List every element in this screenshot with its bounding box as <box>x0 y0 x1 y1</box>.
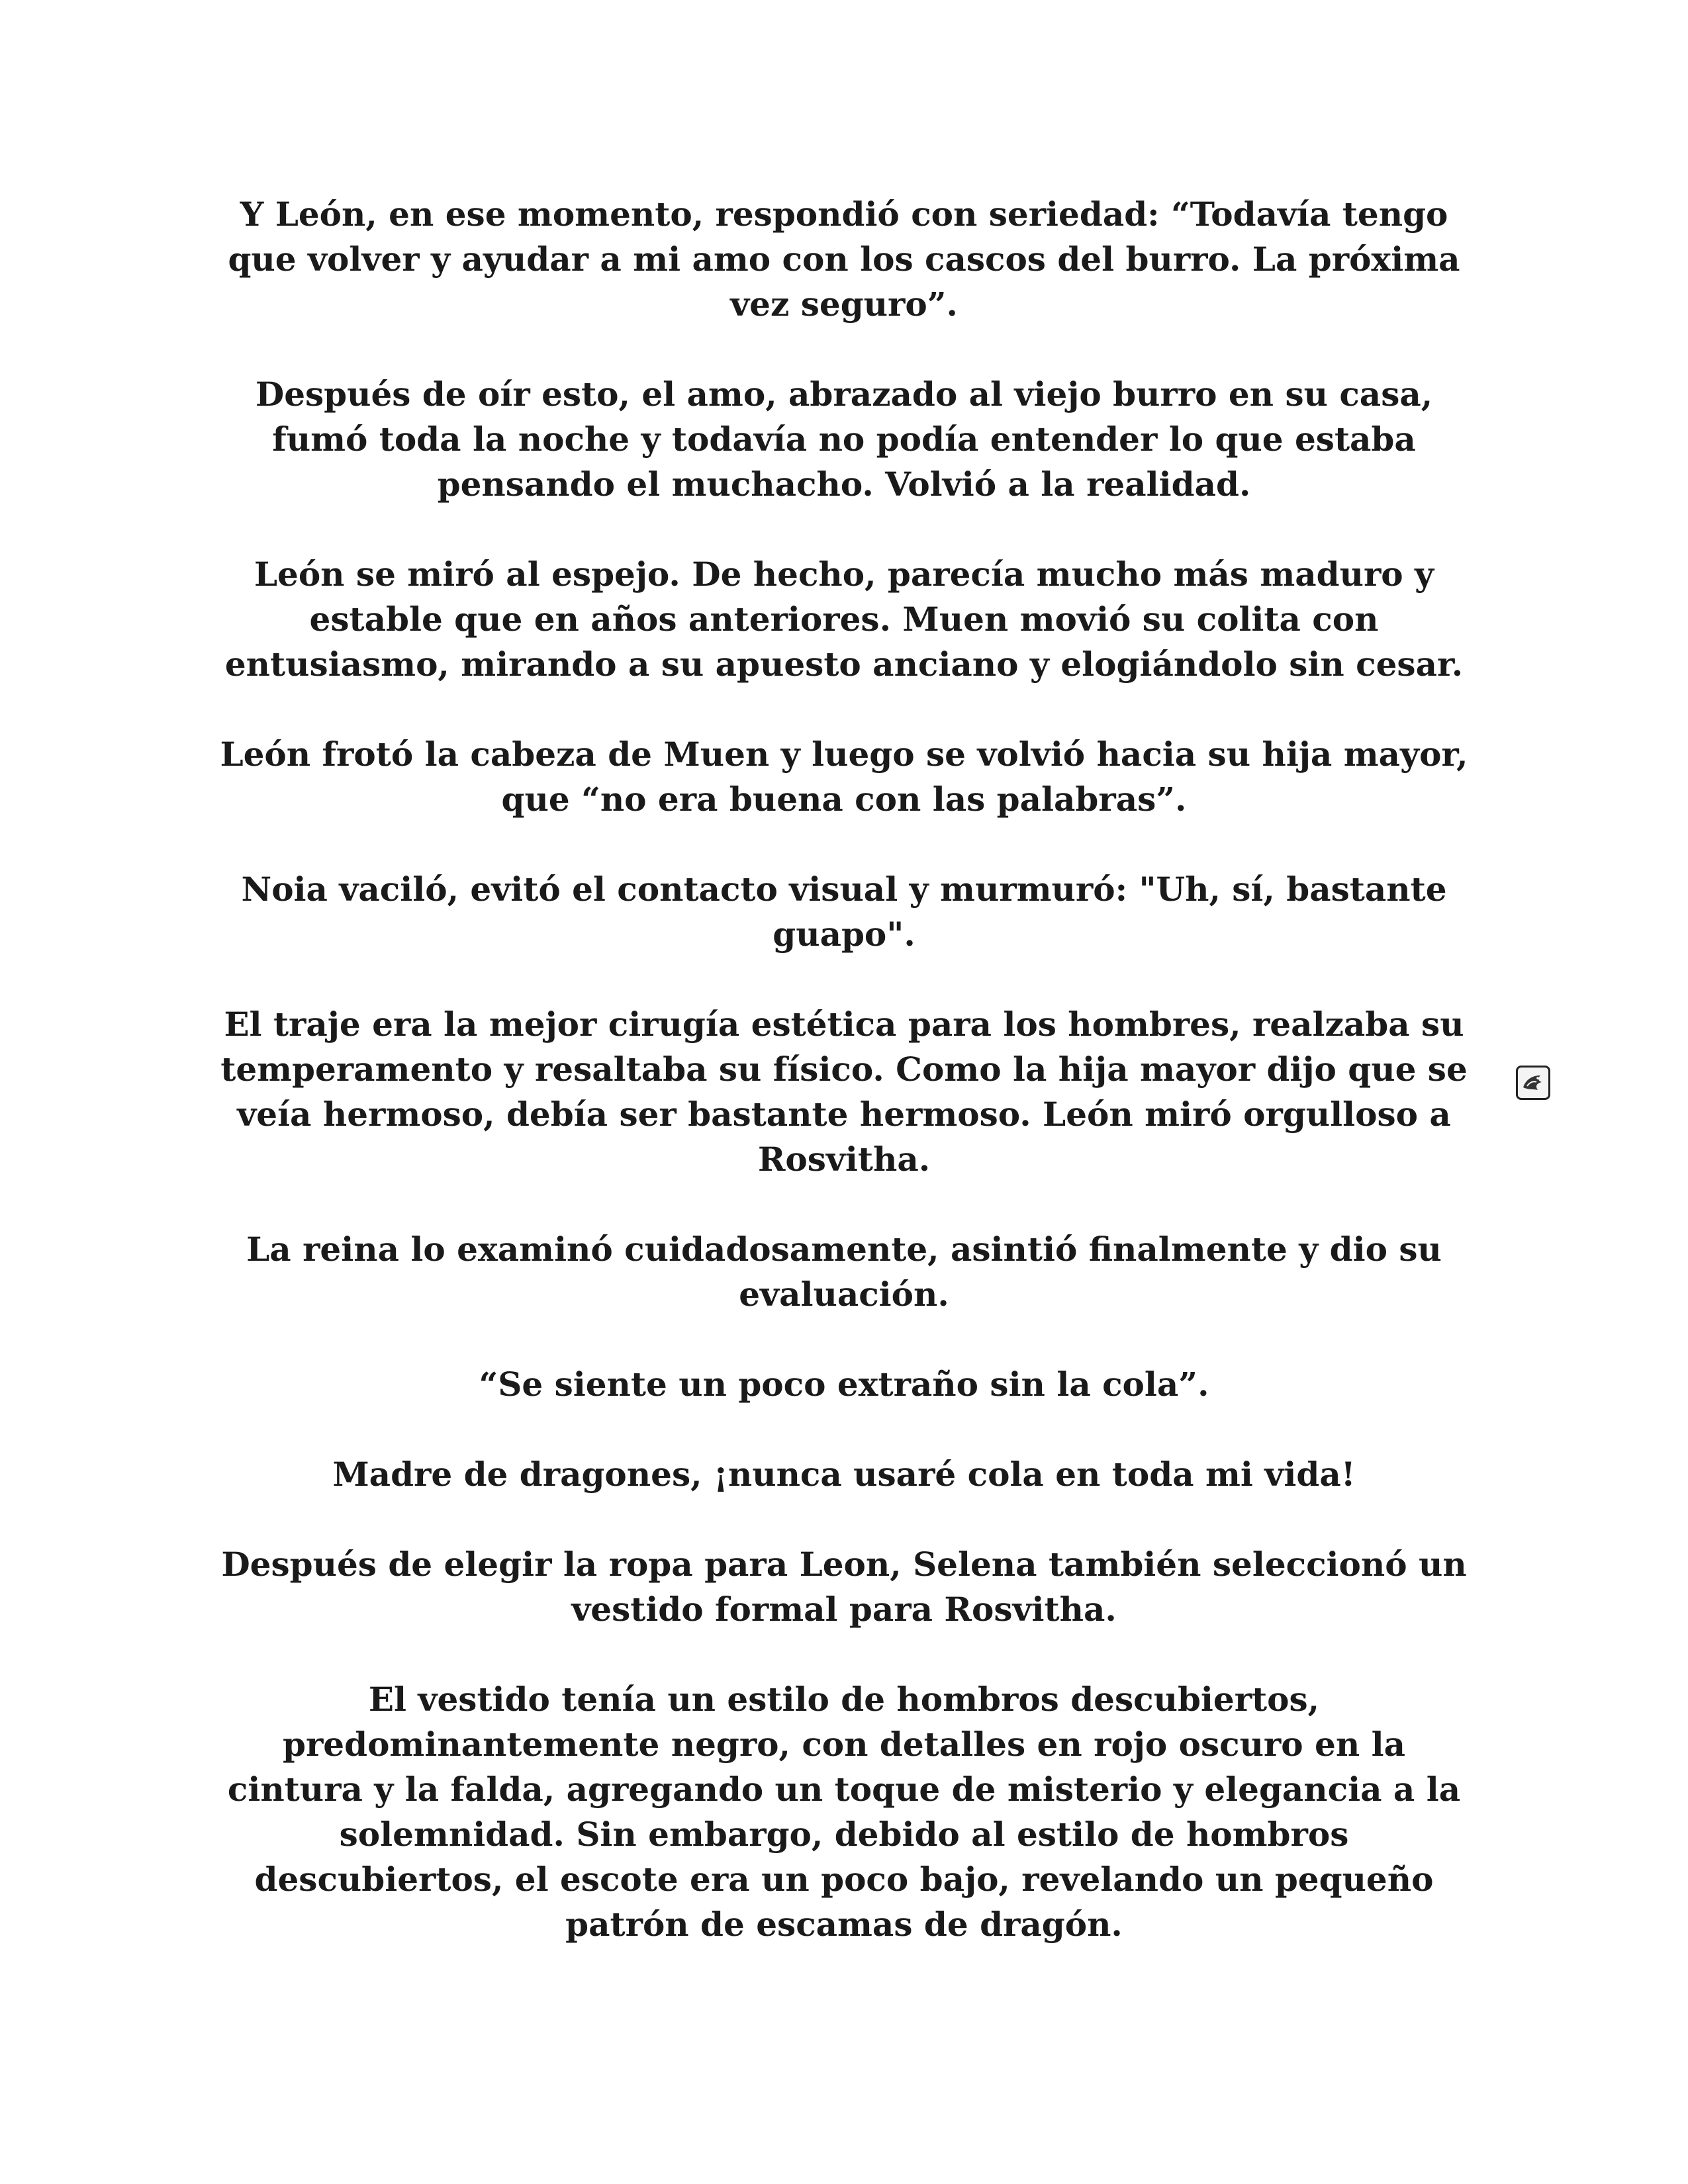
dragon-logo-icon <box>1516 1066 1550 1100</box>
paragraph: Madre de dragones, ¡nunca usaré cola en toda mi vida! <box>332 1455 1356 1494</box>
paragraph: La reina lo examinó cuidadosamente, asintió finalmente y dio su evaluación. <box>246 1230 1442 1314</box>
paragraph: Después de elegir la ropa para Leon, Selena también seleccionó un vestido formal para Rosvitha. <box>221 1545 1467 1629</box>
paragraph: El vestido tenía un estilo de hombros descubiertos, predominantemente negro, con detalles en rojo oscuro en la cintura y la falda, agregando un toque de misterio y elegancia a la solemnidad. Sin embargo, debido al estilo de hombros descubiertos, el escote era un poco bajo, revelando un pequeño patrón de escamas de dragón. <box>227 1680 1461 1944</box>
paragraph: El traje era la mejor cirugía estética para los hombres, realzaba su temperamento y resaltaba su físico. Como la hija mayor dijo que se veía hermoso, debía ser bastante hermoso. León miró orgulloso a Rosvitha. <box>220 1005 1468 1179</box>
paragraph: Y León, en ese momento, respondió con seriedad: “Todavía tengo que volver y ayudar a mi amo con los cascos del burro. La próxima vez seguro”. <box>228 195 1460 324</box>
paragraph: Después de oír esto, el amo, abrazado al viejo burro en su casa, fumó toda la noche y todavía no podía entender lo que estaba pensando el muchacho. Volvió a la realidad. <box>255 375 1433 504</box>
paragraph: “Se siente un poco extraño sin la cola”. <box>479 1365 1209 1404</box>
paragraph: León frotó la cabeza de Muen y luego se volvió hacia su hija mayor, que “no era buena con las palabras”. <box>220 735 1468 819</box>
paragraph: Noia vaciló, evitó el contacto visual y murmuró: "Uh, sí, bastante guapo". <box>241 870 1447 954</box>
document-body <box>218 192 1470 1992</box>
paragraph: León se miró al espejo. De hecho, parecía mucho más maduro y estable que en años anteriores. Muen movió su colita con entusiasmo, mirando a su apuesto anciano y elogiándolo sin cesar. <box>224 555 1464 684</box>
